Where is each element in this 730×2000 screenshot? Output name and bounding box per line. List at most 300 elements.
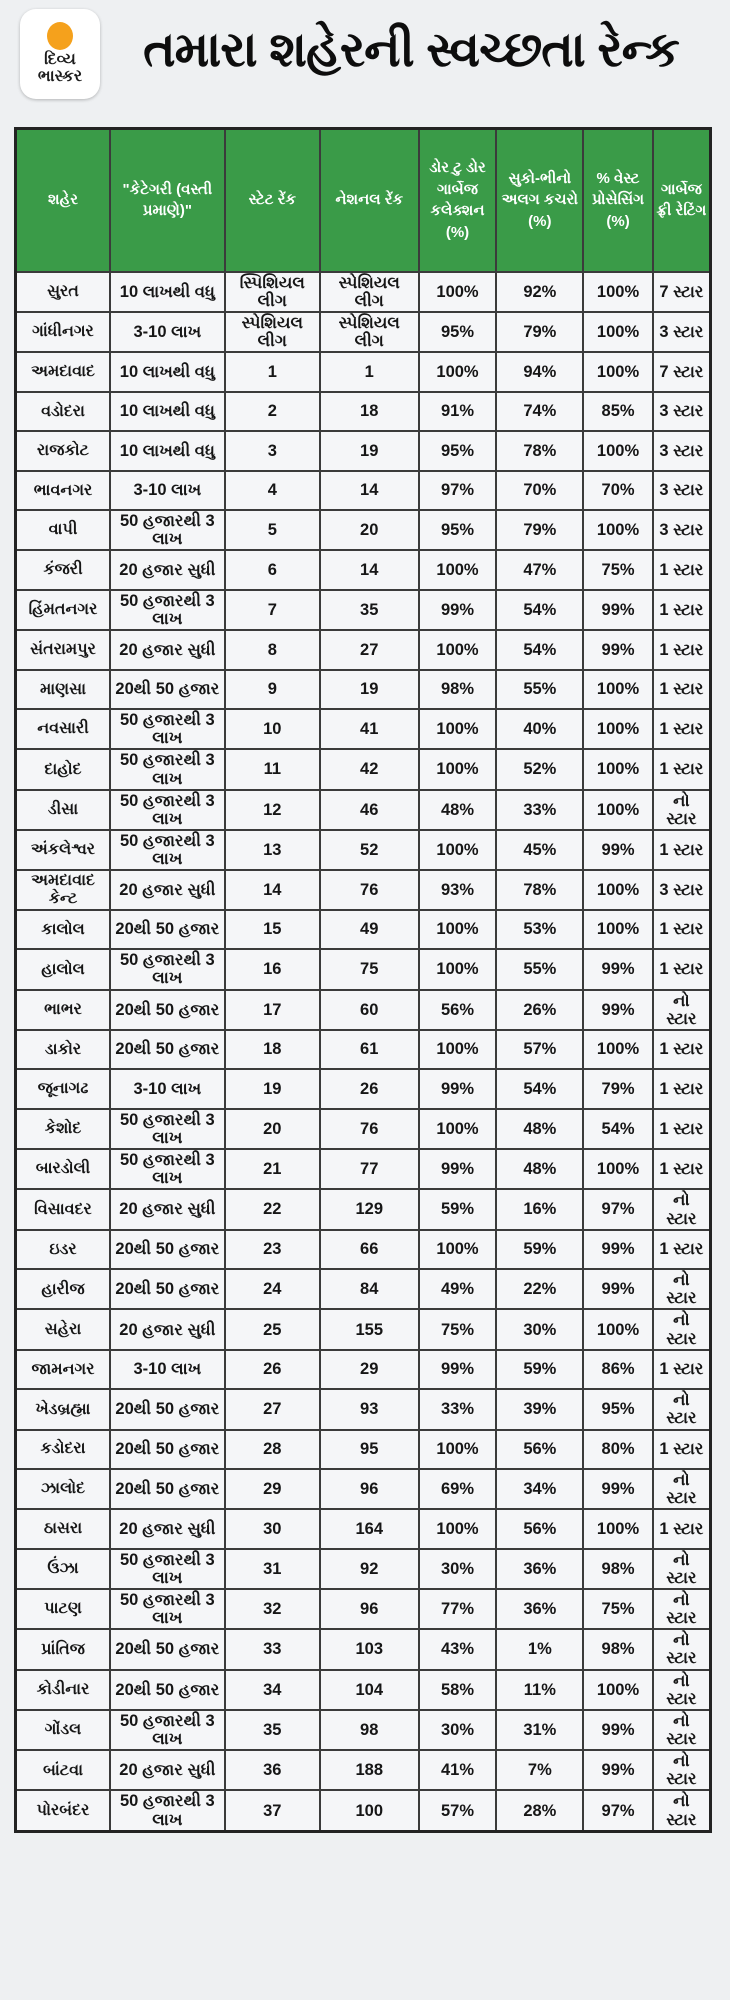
value-cell: 85% — [583, 392, 653, 432]
value-cell: 155 — [320, 1309, 419, 1349]
value-cell: 29 — [320, 1350, 419, 1390]
city-cell: ડીસા — [16, 790, 111, 830]
value-cell: 76 — [320, 870, 419, 910]
value-cell: 24 — [225, 1269, 320, 1309]
value-cell: 93% — [419, 870, 497, 910]
value-cell: 78% — [496, 431, 583, 471]
value-cell: 100% — [583, 272, 653, 312]
table-row — [16, 670, 711, 710]
value-cell: 54% — [496, 1069, 583, 1109]
value-cell: 92 — [320, 1549, 419, 1589]
value-cell: 92% — [496, 272, 583, 312]
value-cell: 74% — [496, 392, 583, 432]
value-cell: 28% — [496, 1790, 583, 1831]
value-cell: 3-10 લાખ — [110, 1350, 225, 1390]
value-cell: 7 સ્ટાર — [653, 272, 711, 312]
value-cell: 99% — [419, 1149, 497, 1189]
value-cell: 61 — [320, 1030, 419, 1070]
value-cell: 1 સ્ટાર — [653, 1430, 711, 1470]
value-cell: 60 — [320, 990, 419, 1030]
value-cell: 91% — [419, 392, 497, 432]
table-header-row — [16, 129, 711, 272]
value-cell: 30 — [225, 1509, 320, 1549]
value-cell: 99% — [583, 590, 653, 630]
value-cell: 14 — [225, 870, 320, 910]
value-cell: નો સ્ટાર — [653, 1309, 711, 1349]
value-cell: 41 — [320, 709, 419, 749]
value-cell: 100% — [419, 1230, 497, 1270]
sun-dot-icon — [47, 22, 73, 50]
city-cell: હિંમતનગર — [16, 590, 111, 630]
value-cell: 31% — [496, 1710, 583, 1750]
value-cell: 57% — [496, 1030, 583, 1070]
city-cell: જૂનાગઢ — [16, 1069, 111, 1109]
value-cell: 16 — [225, 949, 320, 989]
value-cell: 20 હજાર સુધી — [110, 1309, 225, 1349]
logo-text-line1: દિવ્ય — [44, 51, 76, 69]
table-row — [16, 1670, 711, 1710]
table-row — [16, 1149, 711, 1189]
value-cell: 99% — [583, 830, 653, 870]
value-cell: 1 — [320, 352, 419, 392]
table-row — [16, 1509, 711, 1549]
value-cell: 41% — [419, 1750, 497, 1790]
value-cell: 22% — [496, 1269, 583, 1309]
value-cell: 84 — [320, 1269, 419, 1309]
value-cell: 35 — [225, 1710, 320, 1750]
value-cell: 100% — [419, 630, 497, 670]
value-cell: 100% — [419, 1109, 497, 1149]
value-cell: સ્પિશિયલ લીગ — [225, 272, 320, 312]
city-cell: કાલોલ — [16, 910, 111, 950]
table-row — [16, 590, 711, 630]
value-cell: 100% — [583, 312, 653, 352]
value-cell: 100% — [419, 1430, 497, 1470]
value-cell: 3 સ્ટાર — [653, 312, 711, 352]
value-cell: 1 સ્ટાર — [653, 550, 711, 590]
value-cell: નો સ્ટાર — [653, 1629, 711, 1669]
value-cell: 75% — [583, 1589, 653, 1629]
value-cell: 17 — [225, 990, 320, 1030]
value-cell: 188 — [320, 1750, 419, 1790]
value-cell: 96 — [320, 1469, 419, 1509]
value-cell: 20થી 50 હજાર — [110, 990, 225, 1030]
value-cell: 3 — [225, 431, 320, 471]
value-cell: 80% — [583, 1430, 653, 1470]
value-cell: 35 — [320, 590, 419, 630]
value-cell: 70% — [496, 471, 583, 511]
value-cell: 79% — [583, 1069, 653, 1109]
table-row — [16, 1350, 711, 1390]
value-cell: 5 — [225, 510, 320, 550]
city-cell: પોરબંદર — [16, 1790, 111, 1831]
value-cell: નો સ્ટાર — [653, 1750, 711, 1790]
value-cell: 52 — [320, 830, 419, 870]
value-cell: 98% — [583, 1629, 653, 1669]
value-cell: 48% — [496, 1149, 583, 1189]
rankings-table — [14, 127, 712, 1833]
value-cell: 58% — [419, 1670, 497, 1710]
value-cell: નો સ્ટાર — [653, 1589, 711, 1629]
table-row — [16, 1309, 711, 1349]
value-cell: નો સ્ટાર — [653, 990, 711, 1030]
city-cell: ગાંધીનગર — [16, 312, 111, 352]
value-cell: 98% — [419, 670, 497, 710]
value-cell: 1 સ્ટાર — [653, 830, 711, 870]
value-cell: 55% — [496, 949, 583, 989]
value-cell: 100% — [583, 1670, 653, 1710]
city-cell: કેશોદ — [16, 1109, 111, 1149]
table-body — [16, 272, 711, 1832]
table-row — [16, 1549, 711, 1589]
column-header-2: "કેટેગરી (વસ્તી પ્રમાણે)" — [110, 129, 225, 272]
table-row — [16, 949, 711, 989]
value-cell: 1 સ્ટાર — [653, 1149, 711, 1189]
value-cell: 19 — [225, 1069, 320, 1109]
city-cell: ઇડર — [16, 1230, 111, 1270]
value-cell: 15 — [225, 910, 320, 950]
table-row — [16, 990, 711, 1030]
value-cell: 54% — [496, 630, 583, 670]
value-cell: 20 હજાર સુધી — [110, 630, 225, 670]
table-row — [16, 1230, 711, 1270]
city-cell: હારીજ — [16, 1269, 111, 1309]
value-cell: 97% — [583, 1189, 653, 1229]
value-cell: 50 હજારથી 3 લાખ — [110, 949, 225, 989]
value-cell: 20 — [225, 1109, 320, 1149]
city-cell: નવસારી — [16, 709, 111, 749]
value-cell: 36% — [496, 1549, 583, 1589]
value-cell: 100% — [419, 272, 497, 312]
value-cell: 59% — [496, 1350, 583, 1390]
value-cell: 59% — [419, 1189, 497, 1229]
value-cell: 20 હજાર સુધી — [110, 870, 225, 910]
value-cell: 40% — [496, 709, 583, 749]
value-cell: 33 — [225, 1629, 320, 1669]
value-cell: 100% — [419, 830, 497, 870]
value-cell: 42 — [320, 749, 419, 789]
city-cell: સુરત — [16, 272, 111, 312]
value-cell: 20 હજાર સુધી — [110, 1189, 225, 1229]
table-row — [16, 431, 711, 471]
value-cell: 100% — [419, 709, 497, 749]
value-cell: 1 સ્ટાર — [653, 709, 711, 749]
value-cell: 20થી 50 હજાર — [110, 1030, 225, 1070]
value-cell: 50 હજારથી 3 લાખ — [110, 790, 225, 830]
value-cell: 100% — [583, 709, 653, 749]
value-cell: 31 — [225, 1549, 320, 1589]
value-cell: 100% — [583, 431, 653, 471]
value-cell: 26% — [496, 990, 583, 1030]
value-cell: 1 સ્ટાર — [653, 670, 711, 710]
value-cell: 99% — [583, 1230, 653, 1270]
value-cell: 1 સ્ટાર — [653, 590, 711, 630]
value-cell: 50 હજારથી 3 લાખ — [110, 1589, 225, 1629]
value-cell: 78% — [496, 870, 583, 910]
value-cell: 12 — [225, 790, 320, 830]
value-cell: 25 — [225, 1309, 320, 1349]
value-cell: 1 સ્ટાર — [653, 1109, 711, 1149]
value-cell: નો સ્ટાર — [653, 1549, 711, 1589]
table-row — [16, 471, 711, 511]
value-cell: 45% — [496, 830, 583, 870]
value-cell: 99% — [419, 1069, 497, 1109]
value-cell: 100% — [583, 1149, 653, 1189]
column-header-6: સુકો-ભીનો અલગ કચરો (%) — [496, 129, 583, 272]
value-cell: 3 સ્ટાર — [653, 510, 711, 550]
value-cell: 69% — [419, 1469, 497, 1509]
value-cell: 3 સ્ટાર — [653, 870, 711, 910]
logo-text-line2: ભાસ્કર — [37, 68, 83, 85]
column-header-1: શહેર — [16, 129, 111, 272]
value-cell: નો સ્ટાર — [653, 1189, 711, 1229]
value-cell: 37 — [225, 1790, 320, 1831]
value-cell: 100% — [419, 1030, 497, 1070]
table-row — [16, 1710, 711, 1750]
value-cell: સ્પેશિયલ લીગ — [225, 312, 320, 352]
table-row — [16, 790, 711, 830]
value-cell: 14 — [320, 471, 419, 511]
value-cell: 129 — [320, 1189, 419, 1229]
value-cell: 3 સ્ટાર — [653, 392, 711, 432]
value-cell: 20 હજાર સુધી — [110, 550, 225, 590]
value-cell: 95% — [419, 431, 497, 471]
value-cell: 9 — [225, 670, 320, 710]
value-cell: 22 — [225, 1189, 320, 1229]
value-cell: 7% — [496, 1750, 583, 1790]
value-cell: 95% — [583, 1389, 653, 1429]
value-cell: 99% — [583, 630, 653, 670]
value-cell: 50 હજારથી 3 લાખ — [110, 510, 225, 550]
divya-bhaskar-logo — [20, 9, 100, 99]
value-cell: 99% — [583, 1469, 653, 1509]
value-cell: 8 — [225, 630, 320, 670]
value-cell: 79% — [496, 312, 583, 352]
city-cell: કોડીનાર — [16, 1670, 111, 1710]
value-cell: 10 લાખથી વધુ — [110, 392, 225, 432]
value-cell: 1 સ્ટાર — [653, 949, 711, 989]
value-cell: 3-10 લાખ — [110, 312, 225, 352]
value-cell: 3-10 લાખ — [110, 1069, 225, 1109]
value-cell: 97% — [583, 1790, 653, 1831]
value-cell: 20થી 50 હજાર — [110, 1629, 225, 1669]
city-cell: વાપી — [16, 510, 111, 550]
value-cell: નો સ્ટાર — [653, 1790, 711, 1831]
value-cell: 1% — [496, 1629, 583, 1669]
value-cell: 96 — [320, 1589, 419, 1629]
city-cell: હાલોલ — [16, 949, 111, 989]
value-cell: 50 હજારથી 3 લાખ — [110, 590, 225, 630]
value-cell: નો સ્ટાર — [653, 1710, 711, 1750]
value-cell: 100% — [583, 1309, 653, 1349]
table-header — [16, 129, 711, 272]
city-cell: ભાભર — [16, 990, 111, 1030]
value-cell: 20થી 50 હજાર — [110, 1230, 225, 1270]
value-cell: 50 હજારથી 3 લાખ — [110, 1109, 225, 1149]
value-cell: 26 — [225, 1350, 320, 1390]
value-cell: 20થી 50 હજાર — [110, 1389, 225, 1429]
value-cell: 75 — [320, 949, 419, 989]
value-cell: 19 — [320, 670, 419, 710]
value-cell: 56% — [496, 1430, 583, 1470]
city-cell: સંતરામપુર — [16, 630, 111, 670]
table-row — [16, 550, 711, 590]
city-cell: અમદાવાદ — [16, 352, 111, 392]
value-cell: 95 — [320, 1430, 419, 1470]
city-cell: કંજરી — [16, 550, 111, 590]
value-cell: 49% — [419, 1269, 497, 1309]
value-cell: 93 — [320, 1389, 419, 1429]
value-cell: 59% — [496, 1230, 583, 1270]
value-cell: 57% — [419, 1790, 497, 1831]
table-row — [16, 392, 711, 432]
value-cell: 100% — [583, 910, 653, 950]
value-cell: 23 — [225, 1230, 320, 1270]
page-title: તમારા શહેરની સ્વચ્છતા રેન્ક — [143, 23, 679, 78]
value-cell: 49 — [320, 910, 419, 950]
table-row — [16, 1469, 711, 1509]
table-row — [16, 910, 711, 950]
value-cell: 99% — [583, 1710, 653, 1750]
table-row — [16, 1589, 711, 1629]
value-cell: 100% — [583, 510, 653, 550]
value-cell: 75% — [583, 550, 653, 590]
city-cell: જામનગર — [16, 1350, 111, 1390]
table-row — [16, 1269, 711, 1309]
value-cell: 54% — [496, 590, 583, 630]
city-cell: વડોદરા — [16, 392, 111, 432]
value-cell: 20થી 50 હજાર — [110, 910, 225, 950]
value-cell: 14 — [320, 550, 419, 590]
value-cell: 30% — [419, 1549, 497, 1589]
value-cell: 21 — [225, 1149, 320, 1189]
value-cell: 39% — [496, 1389, 583, 1429]
column-header-4: નેશનલ રેંક — [320, 129, 419, 272]
value-cell: 48% — [419, 790, 497, 830]
value-cell: 20થી 50 હજાર — [110, 1430, 225, 1470]
value-cell: 98% — [583, 1549, 653, 1589]
value-cell: 77% — [419, 1589, 497, 1629]
value-cell: 26 — [320, 1069, 419, 1109]
value-cell: 100% — [583, 352, 653, 392]
table-row — [16, 312, 711, 352]
city-cell: રાજકોટ — [16, 431, 111, 471]
value-cell: 48% — [496, 1109, 583, 1149]
value-cell: નો સ્ટાર — [653, 1469, 711, 1509]
city-cell: વિસાવદર — [16, 1189, 111, 1229]
value-cell: 53% — [496, 910, 583, 950]
table-row — [16, 830, 711, 870]
value-cell: 164 — [320, 1509, 419, 1549]
value-cell: 10 લાખથી વધુ — [110, 431, 225, 471]
value-cell: 10 — [225, 709, 320, 749]
value-cell: 99% — [419, 590, 497, 630]
column-header-5: ડોર ટુ ડોર ગાર્બેજ કલેક્શન (%) — [419, 129, 497, 272]
value-cell: 50 હજારથી 3 લાખ — [110, 830, 225, 870]
value-cell: 94% — [496, 352, 583, 392]
value-cell: 16% — [496, 1189, 583, 1229]
value-cell: 10 લાખથી વધુ — [110, 352, 225, 392]
value-cell: 99% — [419, 1350, 497, 1390]
value-cell: 3 સ્ટાર — [653, 431, 711, 471]
value-cell: 30% — [419, 1710, 497, 1750]
city-cell: ઝાલોદ — [16, 1469, 111, 1509]
value-cell: 100% — [419, 910, 497, 950]
value-cell: 1 — [225, 352, 320, 392]
table-row — [16, 709, 711, 749]
value-cell: 1 સ્ટાર — [653, 1230, 711, 1270]
city-cell: અમદાવાદ કેન્ટ — [16, 870, 111, 910]
value-cell: 36 — [225, 1750, 320, 1790]
value-cell: 99% — [583, 949, 653, 989]
value-cell: 1 સ્ટાર — [653, 1030, 711, 1070]
table-row — [16, 1069, 711, 1109]
value-cell: 29 — [225, 1469, 320, 1509]
table-row — [16, 1389, 711, 1429]
table-row — [16, 870, 711, 910]
city-cell: અંકલેશ્વર — [16, 830, 111, 870]
table-row — [16, 510, 711, 550]
value-cell: 33% — [419, 1389, 497, 1429]
value-cell: 56% — [496, 1509, 583, 1549]
city-cell: સહેરા — [16, 1309, 111, 1349]
value-cell: 6 — [225, 550, 320, 590]
value-cell: 95% — [419, 312, 497, 352]
city-cell: દાહોદ — [16, 749, 111, 789]
value-cell: 50 હજારથી 3 લાખ — [110, 1790, 225, 1831]
value-cell: 100 — [320, 1790, 419, 1831]
value-cell: 1 સ્ટાર — [653, 1509, 711, 1549]
value-cell: 79% — [496, 510, 583, 550]
value-cell: 54% — [583, 1109, 653, 1149]
table-row — [16, 1189, 711, 1229]
value-cell: 100% — [583, 749, 653, 789]
table-row — [16, 1430, 711, 1470]
value-cell: 50 હજારથી 3 લાખ — [110, 1549, 225, 1589]
value-cell: 1 સ્ટાર — [653, 749, 711, 789]
value-cell: 10 લાખથી વધુ — [110, 272, 225, 312]
value-cell: 4 — [225, 471, 320, 511]
city-cell: ખેડબ્રહ્મા — [16, 1389, 111, 1429]
value-cell: 20 હજાર સુધી — [110, 1509, 225, 1549]
city-cell: કડોદરા — [16, 1430, 111, 1470]
column-header-3: સ્ટેટ રેંક — [225, 129, 320, 272]
value-cell: 76 — [320, 1109, 419, 1149]
city-cell: ઉંઝા — [16, 1549, 111, 1589]
value-cell: 50 હજારથી 3 લાખ — [110, 749, 225, 789]
value-cell: 47% — [496, 550, 583, 590]
value-cell: નો સ્ટાર — [653, 1269, 711, 1309]
city-cell: પાટણ — [16, 1589, 111, 1629]
table-row — [16, 749, 711, 789]
value-cell: 103 — [320, 1629, 419, 1669]
value-cell: 1 સ્ટાર — [653, 630, 711, 670]
value-cell: 100% — [419, 550, 497, 590]
value-cell: 50 હજારથી 3 લાખ — [110, 1149, 225, 1189]
value-cell: 99% — [583, 1750, 653, 1790]
value-cell: 43% — [419, 1629, 497, 1669]
value-cell: 100% — [419, 1509, 497, 1549]
city-cell: ડાકોર — [16, 1030, 111, 1070]
value-cell: 20થી 50 હજાર — [110, 1269, 225, 1309]
rankings-table-wrapper — [14, 127, 712, 1833]
value-cell: 20 હજાર સુધી — [110, 1750, 225, 1790]
value-cell: 100% — [419, 352, 497, 392]
value-cell: નો સ્ટાર — [653, 1670, 711, 1710]
value-cell: 27 — [320, 630, 419, 670]
column-header-8: ગાર્બેજ ફ્રી રેટિંગ — [653, 129, 711, 272]
value-cell: 46 — [320, 790, 419, 830]
